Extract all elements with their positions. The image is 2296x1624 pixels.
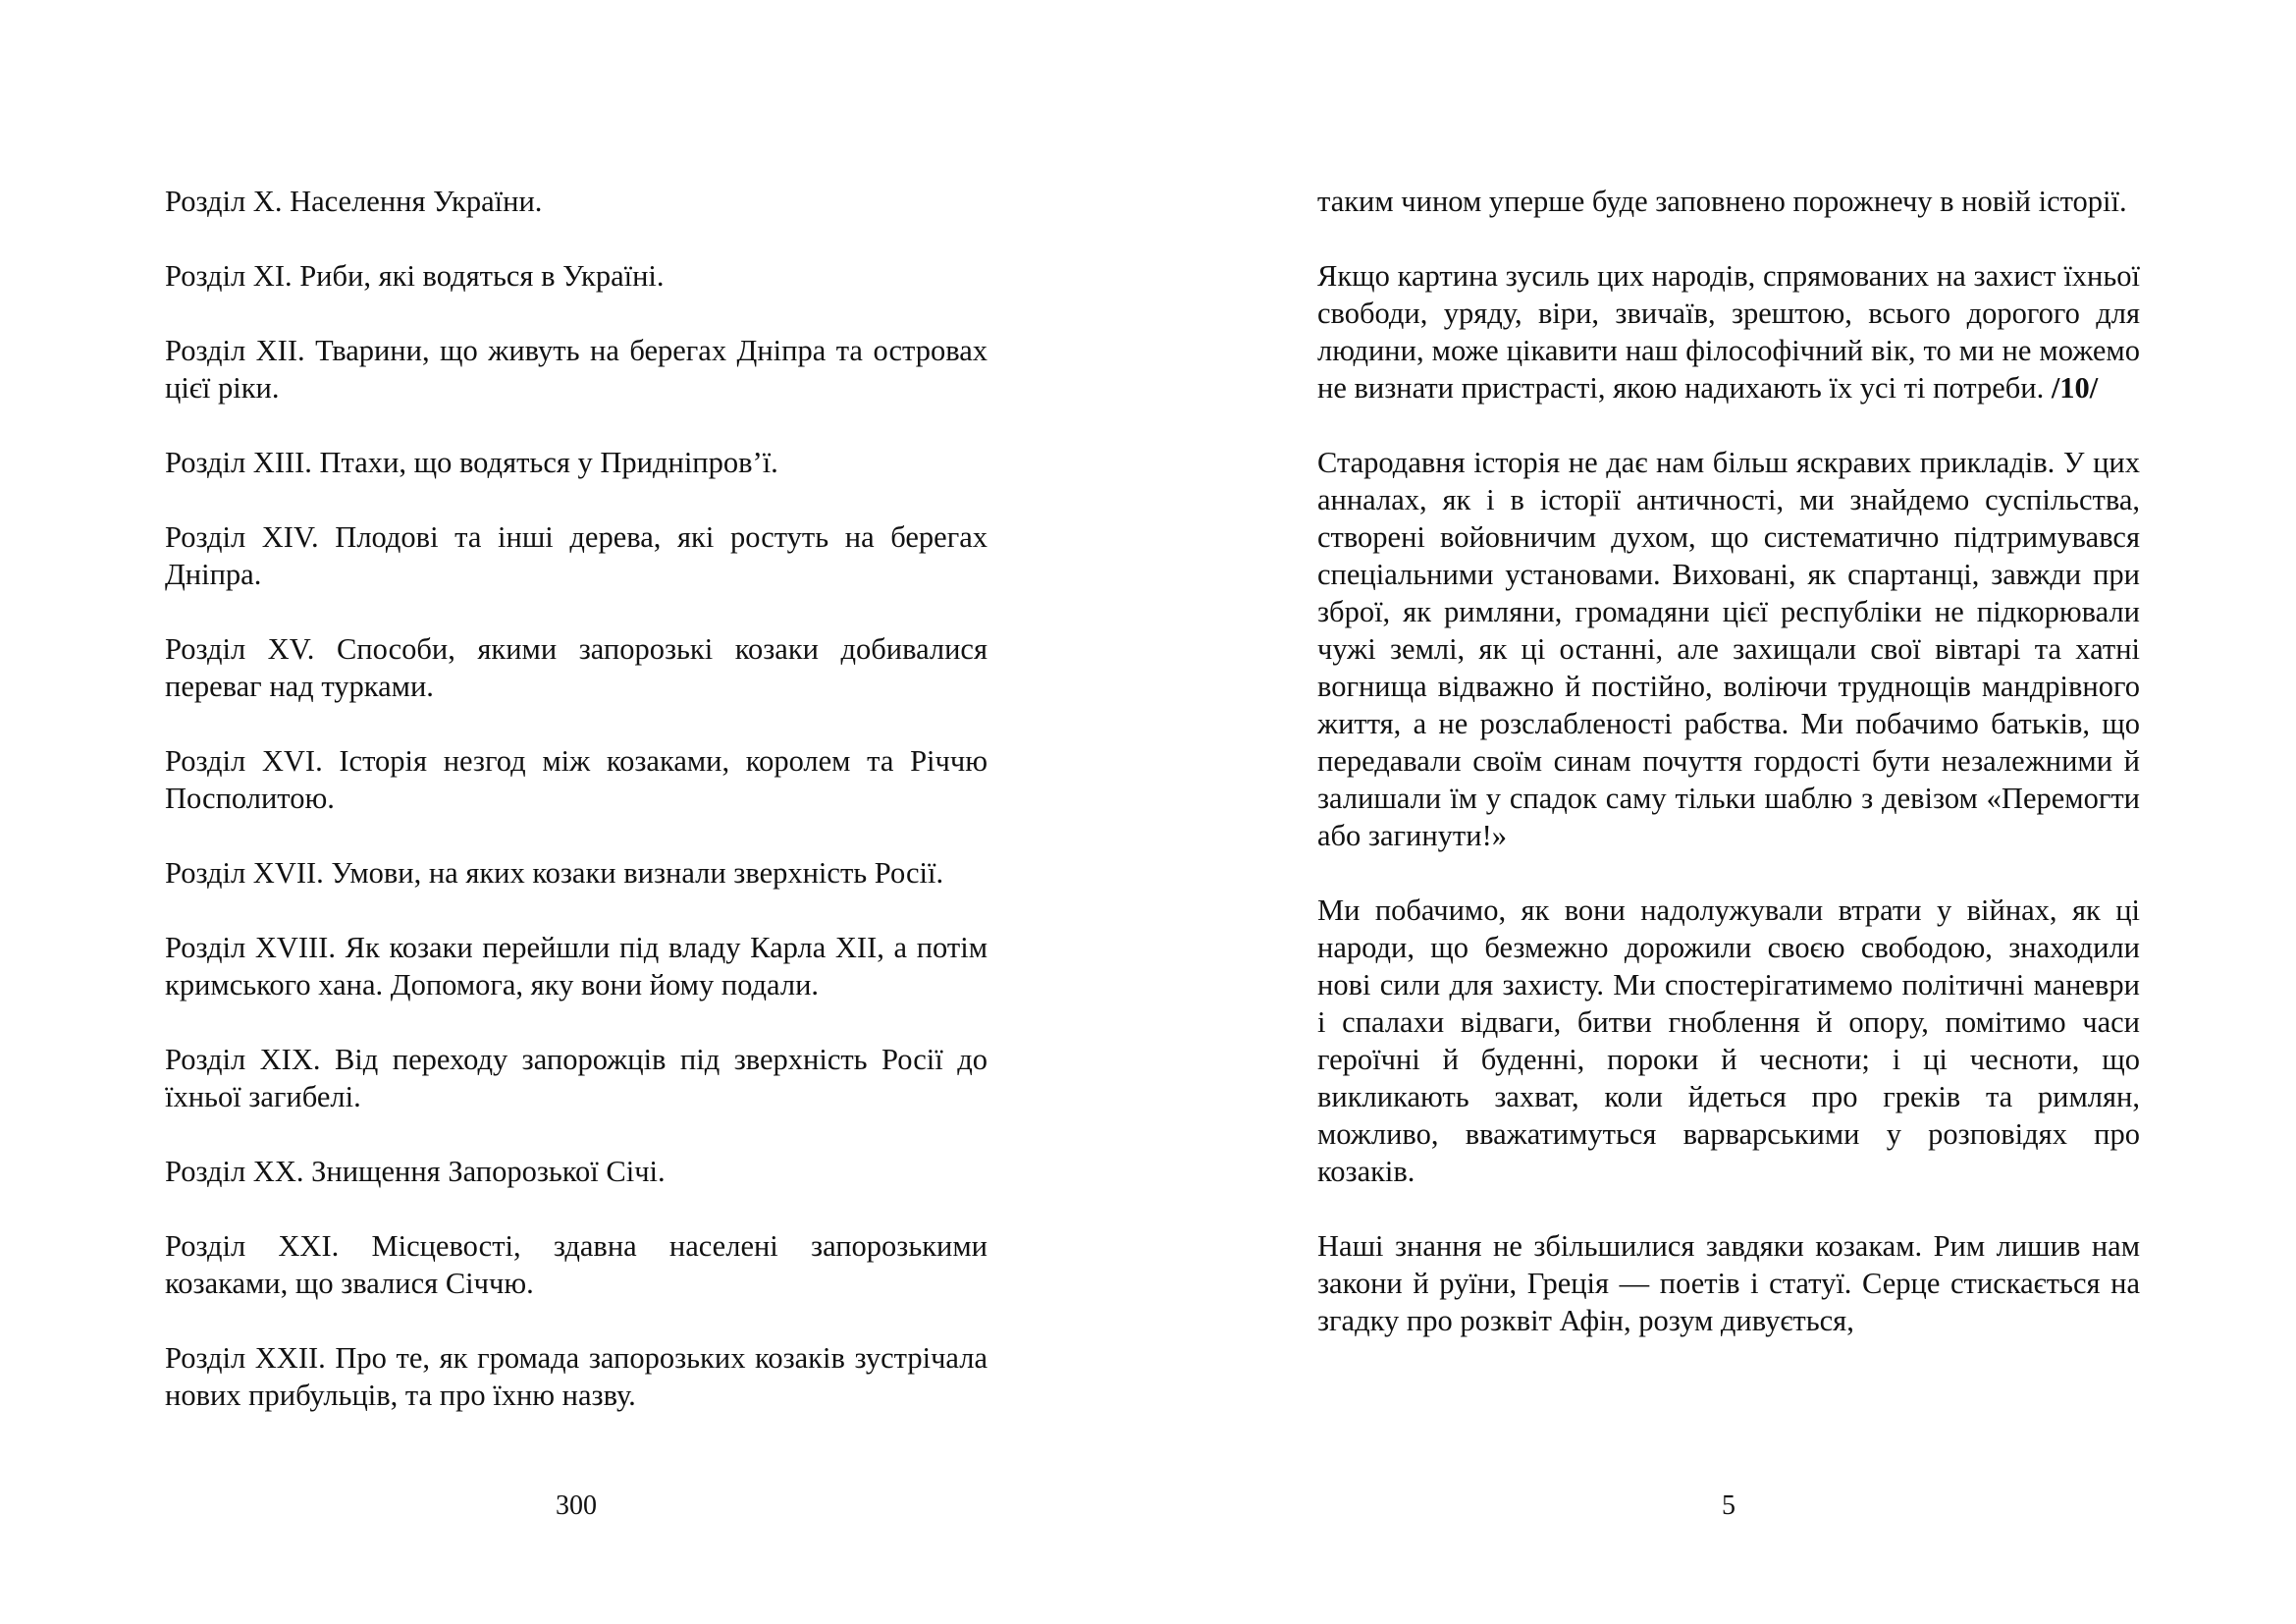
paragraph-continuation: таким чином уперше буде заповнено порожнечу в новій історії. [1317, 185, 2127, 218]
right-page [1317, 0, 2140, 1624]
chapter-entry-18: Розділ ХVІІІ. Як козаки перейшли під владу Карла ХІІ, а потім кримського хана. Допомога, яку вони йому подали. [165, 931, 988, 1001]
right-page-number: 5 [1722, 1490, 1735, 1521]
right-page-text [1317, 183, 2140, 1377]
chapter-entry-19: Розділ ХІХ. Від переходу запорожців під зверхність Росії до їхньої загибелі. [165, 1043, 988, 1113]
paragraph-our-knowledge: Наші знання не збільшилися завдяки козакам. Рим лишив нам закони й руїни, Греція — поетів і статуї. Серце стискається на згадку про розквіт Афін, розум дивується, [1317, 1229, 2140, 1337]
page-marker: /10/ [2051, 371, 2099, 405]
chapter-entry-20: Розділ ХХ. Знищення Запорозької Січі. [165, 1155, 666, 1188]
chapter-entry-22: Розділ ХХІІ. Про те, як громада запорозьких козаків зустрічала нових прибульців, та про їхню назву. [165, 1341, 988, 1412]
chapter-entry-12: Розділ ХІІ. Тварини, що живуть на берегах Дніпра та островах цієї ріки. [165, 334, 988, 405]
left-page [165, 0, 988, 1624]
paragraph-ancient-history: Стародавня історія не дає нам більш яскравих прикладів. У цих анналах, як і в історії античності, ми знайдемо суспільства, створені войовничим духом, що систематично підтримувався спеціальними установами. Виховані, як спартанці, завжди при зброї, як римляни, громадяни цієї республіки не підкорювали чужі землі, як ці останні, але захищали свої вівтарі та хатні вогнища відважно й постійно, воліючи труднощів мандрівного життя, а не розслабленості рабства. Ми побачимо батьків, що передавали своїм синам почуття гордості бути незалежними й залишали їм у спадок саму тільки шаблю з девізом «Перемогти або загинути!» [1317, 446, 2140, 852]
chapter-entry-10: Розділ Х. Населення України. [165, 185, 543, 218]
chapter-entry-14: Розділ ХІV. Плодові та інші дерева, які ростуть на берегах Дніпра. [165, 520, 988, 591]
chapter-entry-15: Розділ ХV. Способи, якими запорозькі козаки добивалися переваг над турками. [165, 632, 988, 703]
chapter-entry-13: Розділ ХІІІ. Птахи, що водяться у Придніпров’ї. [165, 446, 778, 479]
chapter-entry-17: Розділ ХVІІ. Умови, на яких козаки визнали зверхність Росії. [165, 856, 944, 890]
paragraph-philosophical-age [1317, 257, 2140, 406]
chapter-entry-16: Розділ ХVІ. Історія незгод між козаками, королем та Річчю Посполитою. [165, 744, 988, 815]
chapter-entry-11: Розділ ХІ. Риби, які водяться в Україні. [165, 259, 665, 293]
paragraph-philosophical-age-text: Якщо картина зусиль цих народів, спрямованих на захист їхньої свободи, уряду, віри, звичаїв, зрештою, всього дорогого для людини, може цікавити наш філософічний вік, то ми не можемо не визнати пристрасті, якою надихають їх усі ті потреби. [1317, 259, 2140, 405]
left-page-number: 300 [556, 1490, 597, 1521]
chapter-entry-21: Розділ ХХІ. Місцевості, здавна населені запорозькими козаками, що звалися Січчю. [165, 1229, 988, 1300]
paragraph-we-will-see: Ми побачимо, як вони надолужували втрати у війнах, як ці народи, що безмежно дорожили своєю свободою, знаходили нові сили для захисту. Ми спостерігатимемо політичні маневри і спалахи відваги, битви гноблення й опору, помітимо часи героїчні й буденні, пороки й чесноти; і ці чесноти, що викликають захват, коли йдеться про греків та римлян, можливо, вважатимуться варварськими у розповідях про козаків. [1317, 893, 2140, 1188]
left-page-text [165, 183, 988, 1451]
